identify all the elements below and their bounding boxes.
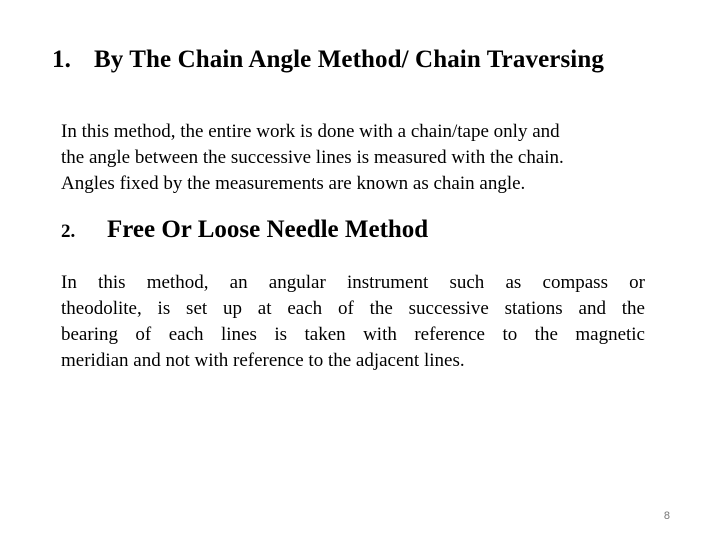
section-heading-chain-angle xyxy=(52,46,604,74)
paragraph-loose-needle xyxy=(61,270,645,374)
section-number: 2. xyxy=(61,221,76,242)
paragraph-line: theodolite, is set up at each of the successive stations and the xyxy=(61,298,645,319)
paragraph-line: bearing of each lines is taken with reference to the magnetic xyxy=(61,324,645,345)
paragraph-line: the angle between the successive lines is measured with the chain. xyxy=(61,147,564,168)
section-title: Free Or Loose Needle Method xyxy=(107,216,429,243)
section-title: By The Chain Angle Method/ Chain Traversing xyxy=(94,46,604,73)
paragraph-chain-angle xyxy=(61,119,661,197)
section-number: 1. xyxy=(52,46,71,73)
paragraph-line: Angles fixed by the measurements are known as chain angle. xyxy=(61,173,526,194)
section-heading-loose-needle xyxy=(61,216,428,244)
page-number: 8 xyxy=(663,510,670,522)
paragraph-line: In this method, the entire work is done with a chain/tape only and xyxy=(61,121,560,142)
paragraph-line: meridian and not with reference to the adjacent lines. xyxy=(61,350,465,371)
paragraph-line: In this method, an angular instrument such as compass or xyxy=(61,272,645,293)
